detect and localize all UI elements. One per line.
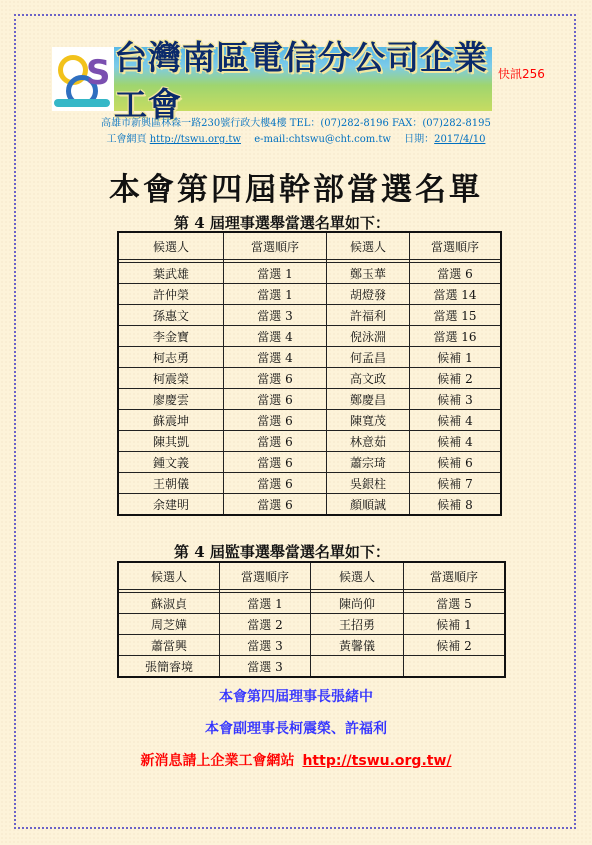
candidate-name-cell: 張簡睿境: [118, 656, 220, 678]
election-order-cell: 當選 1: [224, 263, 327, 284]
candidate-name-cell: 高文政: [327, 368, 410, 389]
table-row: [118, 263, 501, 284]
election-order-cell: 當選 6: [410, 263, 502, 284]
header-cell: 當選順序: [224, 232, 327, 260]
candidate-name-cell: 周芝嬅: [118, 614, 220, 635]
election-order-cell: 當選 6: [224, 452, 327, 473]
candidate-name-cell: 李金寶: [118, 326, 224, 347]
header-cell: 候選人: [311, 562, 404, 590]
table-row: [118, 368, 501, 389]
candidate-name-cell: 鄭慶昌: [327, 389, 410, 410]
election-order-cell: 當選 6: [224, 494, 327, 516]
candidate-name-cell: 許福利: [327, 305, 410, 326]
table-row: [118, 593, 505, 614]
candidate-name-cell: 蕭宗琦: [327, 452, 410, 473]
candidate-name-cell: 王朝儀: [118, 473, 224, 494]
table-row: [118, 410, 501, 431]
vice-chairmen-announcement: 本會副理事長柯震榮、許福利: [205, 721, 387, 737]
contact-web-line: [0, 130, 592, 145]
candidate-name-cell: 葉武雄: [118, 263, 224, 284]
supervisors-subtitle: 第 4 屆監事選舉當選名單如下：: [174, 543, 390, 561]
election-order-cell: 當選 3: [220, 635, 311, 656]
header-cell: 當選順序: [404, 562, 506, 590]
table-row: [118, 473, 501, 494]
table-row: [118, 284, 501, 305]
candidate-name-cell: 吳銀柱: [327, 473, 410, 494]
election-order-cell: 候補 2: [404, 635, 506, 656]
candidate-name-cell: 鄭玉華: [327, 263, 410, 284]
candidate-name-cell: 孫惠文: [118, 305, 224, 326]
candidate-name-cell: 蕭當興: [118, 635, 220, 656]
table-row: [118, 452, 501, 473]
header-cell: 候選人: [327, 232, 410, 260]
directors-subtitle: 第 4 屆理事選舉當選名單如下：: [174, 214, 390, 232]
election-order-cell: 當選 1: [224, 284, 327, 305]
table-row: [118, 347, 501, 368]
table-row: [118, 431, 501, 452]
election-order-cell: 候補 3: [410, 389, 502, 410]
chairman-announcement: 本會第四屆理事長張緒中: [219, 689, 373, 705]
candidate-name-cell: 柯震榮: [118, 368, 224, 389]
candidate-name-cell: 陳寬茂: [327, 410, 410, 431]
date-label: 日期：: [404, 134, 435, 145]
election-order-cell: [404, 656, 506, 678]
header-cell: 當選順序: [410, 232, 502, 260]
website-link[interactable]: http://tswu.org.tw: [149, 134, 241, 145]
directors-table: [117, 231, 502, 516]
candidate-name-cell: 胡燈發: [327, 284, 410, 305]
candidate-name-cell: 柯志勇: [118, 347, 224, 368]
candidate-name-cell: 何孟昌: [327, 347, 410, 368]
election-order-cell: 當選 3: [224, 305, 327, 326]
candidate-name-cell: [311, 656, 404, 678]
header-cell: 候選人: [118, 232, 224, 260]
candidate-name-cell: 廖慶雲: [118, 389, 224, 410]
table-row: [118, 494, 501, 516]
header-cell: 當選順序: [220, 562, 311, 590]
election-order-cell: 當選 6: [224, 389, 327, 410]
newsletter-badge: 快訊256: [498, 67, 545, 81]
election-order-cell: 當選 1: [220, 593, 311, 614]
election-order-cell: 候補 2: [410, 368, 502, 389]
email-text[interactable]: e-mail:chtswu@cht.com.tw: [254, 134, 391, 145]
banner-title: 台灣南區電信分公司企業工會: [114, 47, 492, 111]
table-header-row: [118, 232, 501, 260]
election-order-cell: 候補 4: [410, 410, 502, 431]
election-order-cell: 當選 16: [410, 326, 502, 347]
election-order-cell: 候補 4: [410, 431, 502, 452]
election-order-cell: 當選 6: [224, 410, 327, 431]
page-title: 本會第四屆幹部當選名單: [109, 172, 483, 208]
news-text: 新消息請上企業工會網站: [140, 753, 295, 769]
election-order-cell: 候補 6: [410, 452, 502, 473]
election-order-cell: 當選 4: [224, 326, 327, 347]
candidate-name-cell: 鍾文義: [118, 452, 224, 473]
candidate-name-cell: 余建明: [118, 494, 224, 516]
election-order-cell: 當選 2: [220, 614, 311, 635]
contact-address: 高雄市新興區林森一路230號行政大樓4樓 TEL：(07)282-8196 FAX：(07)282-8195: [101, 118, 491, 129]
election-order-cell: 當選 15: [410, 305, 502, 326]
news-link[interactable]: http://tswu.org.tw/: [302, 753, 452, 769]
candidate-name-cell: 蘇淑貞: [118, 593, 220, 614]
table-row: [118, 635, 505, 656]
candidate-name-cell: 林意茹: [327, 431, 410, 452]
table-row: [118, 614, 505, 635]
union-logo-icon: S: [52, 47, 114, 111]
election-order-cell: 候補 7: [410, 473, 502, 494]
table-row: [118, 326, 501, 347]
election-order-cell: 候補 8: [410, 494, 502, 516]
election-order-cell: 當選 6: [224, 473, 327, 494]
header-cell: 候選人: [118, 562, 220, 590]
election-order-cell: 當選 14: [410, 284, 502, 305]
election-order-cell: 當選 4: [224, 347, 327, 368]
date-value: 2017/4/10: [434, 134, 486, 145]
candidate-name-cell: 王招勇: [311, 614, 404, 635]
table-row: [118, 389, 501, 410]
candidate-name-cell: 黃馨儀: [311, 635, 404, 656]
candidate-name-cell: 蘇震坤: [118, 410, 224, 431]
candidate-name-cell: 陳其凱: [118, 431, 224, 452]
website-label: 工會網頁: [106, 134, 147, 145]
election-order-cell: 當選 6: [224, 368, 327, 389]
election-order-cell: 候補 1: [410, 347, 502, 368]
table-row: [118, 305, 501, 326]
candidate-name-cell: 許仲榮: [118, 284, 224, 305]
table-row: [118, 656, 505, 678]
election-order-cell: 當選 5: [404, 593, 506, 614]
news-line: [0, 750, 592, 770]
supervisors-table: [117, 561, 506, 678]
table-header-row: [118, 562, 505, 590]
candidate-name-cell: 陳尚仰: [311, 593, 404, 614]
election-order-cell: 當選 6: [224, 431, 327, 452]
candidate-name-cell: 倪泳淵: [327, 326, 410, 347]
candidate-name-cell: 顏順誠: [327, 494, 410, 516]
election-order-cell: 當選 3: [220, 656, 311, 678]
election-order-cell: 候補 1: [404, 614, 506, 635]
